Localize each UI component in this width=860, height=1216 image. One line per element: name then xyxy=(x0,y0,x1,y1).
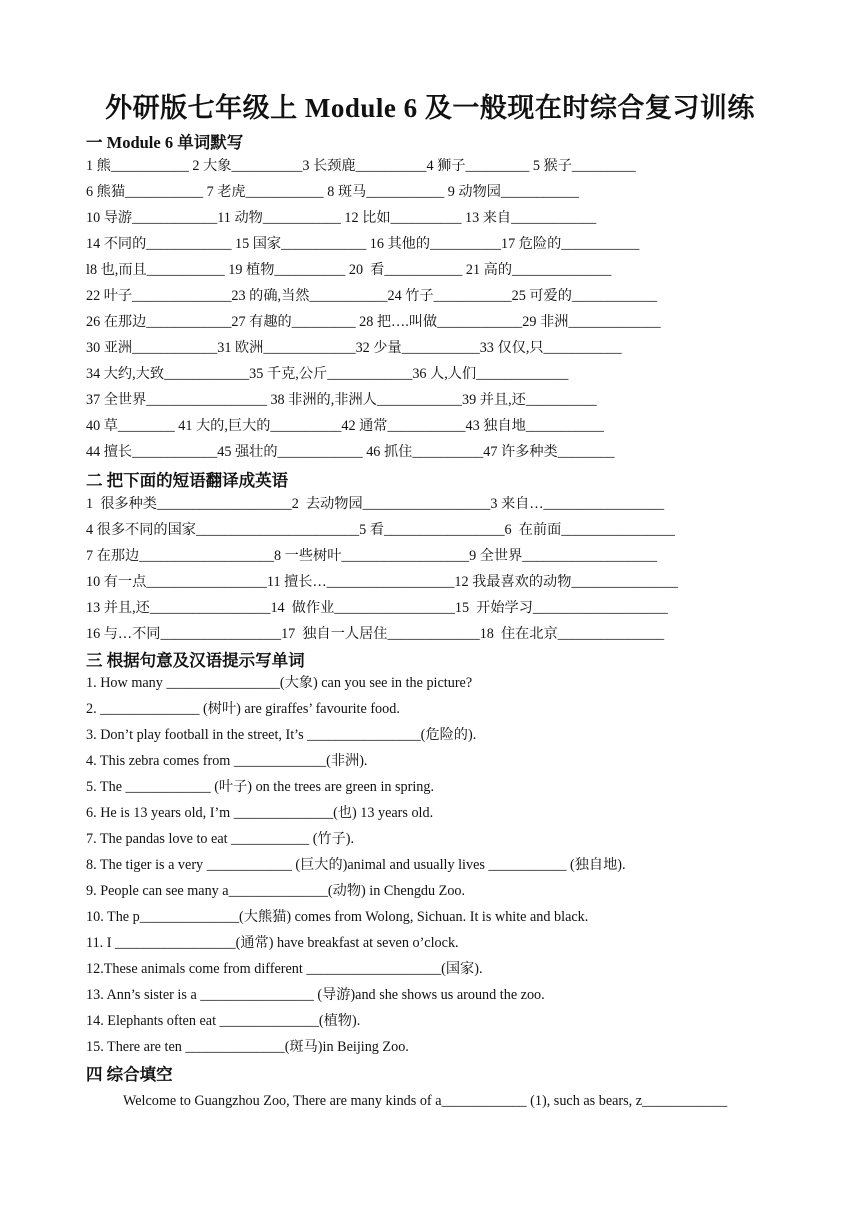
vocab-line: 1 熊___________ 2 大象__________3 长颈鹿__________4 狮子_________ 5 猴子_________ xyxy=(86,158,636,174)
sentence-line: 6. He is 13 years old, I’m ______________(也) 13 years old. xyxy=(86,805,434,821)
section-heading-cloze: 四 综合填空 xyxy=(86,1065,173,1084)
section-heading-vocabulary: 一 Module 6 单词默写 xyxy=(86,133,244,152)
sentence-line: 3. Don’t play football in the street, It’s ________________(危险的). xyxy=(86,727,477,743)
sentence-line: 5. The ____________ (叶子) on the trees are green in spring. xyxy=(86,779,435,795)
sentence-line: 9. People can see many a______________(动物) in Chengdu Zoo. xyxy=(86,883,466,899)
sentence-line: 13. Ann’s sister is a ________________ (导游)and she shows us around the zoo. xyxy=(86,987,545,1003)
sentence-line: 1. How many ________________(大象) can you see in the picture? xyxy=(86,675,473,691)
vocab-line: 10 导游____________11 动物___________ 12 比如__________ 13 来自____________ xyxy=(86,210,597,226)
sentence-line: 4. This zebra comes from _____________(非洲). xyxy=(86,753,368,769)
sentence-line: 11. I _________________(通常) have breakfast at seven o’clock. xyxy=(86,935,459,951)
vocab-line: 44 擅长____________45 强壮的____________ 46 抓住__________47 许多种类________ xyxy=(86,444,615,460)
sentence-line: 2. ______________ (树叶) are giraffes’ favourite food. xyxy=(86,701,400,717)
sentence-line: 15. There are ten ______________(斑马)in Beijing Zoo. xyxy=(86,1039,409,1055)
phrase-line: 4 很多不同的国家_______________________5 看_________________6 在前面________________ xyxy=(86,522,675,538)
cloze-paragraph: Welcome to Guangzhou Zoo, There are many kinds of a____________ (1), such as bears, z____________ xyxy=(123,1093,728,1109)
sentence-line: 8. The tiger is a very ____________ (巨大的)animal and usually lives ___________ (独自地). xyxy=(86,857,626,873)
phrase-line: 13 并且,还_________________14 做作业_________________15 开始学习___________________ xyxy=(86,600,668,616)
vocab-line: l8 也,而且___________ 19 植物__________ 20 看___________ 21 高的______________ xyxy=(86,262,612,278)
sentence-line: 12.These animals come from different ___________________(国家). xyxy=(86,961,483,977)
vocab-line: 34 大约,大致____________35 千克,公斤____________36 人,人们_____________ xyxy=(86,366,569,382)
section-heading-fill-words: 三 根据句意及汉语提示写单词 xyxy=(86,651,305,670)
phrase-line: 16 与…不同_________________17 独自一人居住_____________18 住在北京_______________ xyxy=(86,626,665,642)
sentence-line: 7. The pandas love to eat ___________ (竹子). xyxy=(86,831,355,847)
phrase-line: 10 有一点_________________11 擅长…__________________12 我最喜欢的动物_______________ xyxy=(86,574,678,590)
vocab-line: 14 不同的____________ 15 国家____________ 16 其他的__________17 危险的___________ xyxy=(86,236,640,252)
page-title: 外研版七年级上 Module 6 及一般现在时综合复习训练 xyxy=(105,93,755,123)
vocab-line: 37 全世界_________________ 38 非洲的,非洲人____________39 并且,还__________ xyxy=(86,392,597,408)
vocab-line: 30 亚洲____________31 欧洲_____________32 少量___________33 仅仅,只___________ xyxy=(86,340,622,356)
vocab-line: 40 草________ 41 大的,巨大的__________42 通常___________43 独自地___________ xyxy=(86,418,604,434)
vocab-line: 6 熊猫___________ 7 老虎___________ 8 斑马___________ 9 动物园___________ xyxy=(86,184,580,200)
section-heading-translation: 二 把下面的短语翻译成英语 xyxy=(86,471,289,490)
phrase-line: 7 在那边___________________8 一些树叶__________________9 全世界___________________ xyxy=(86,548,658,564)
sentence-line: 14. Elephants often eat ______________(植物). xyxy=(86,1013,361,1029)
sentence-line: 10. The p______________(大熊猫) comes from Wolong, Sichuan. It is white and black. xyxy=(86,909,589,925)
vocab-line: 22 叶子______________23 的确,当然___________24 竹子___________25 可爱的____________ xyxy=(86,288,658,304)
vocab-line: 26 在那边____________27 有趣的_________ 28 把….叫做____________29 非洲_____________ xyxy=(86,314,661,330)
phrase-line: 1 很多种类___________________2 去动物园__________________3 来自…_________________ xyxy=(86,496,665,512)
